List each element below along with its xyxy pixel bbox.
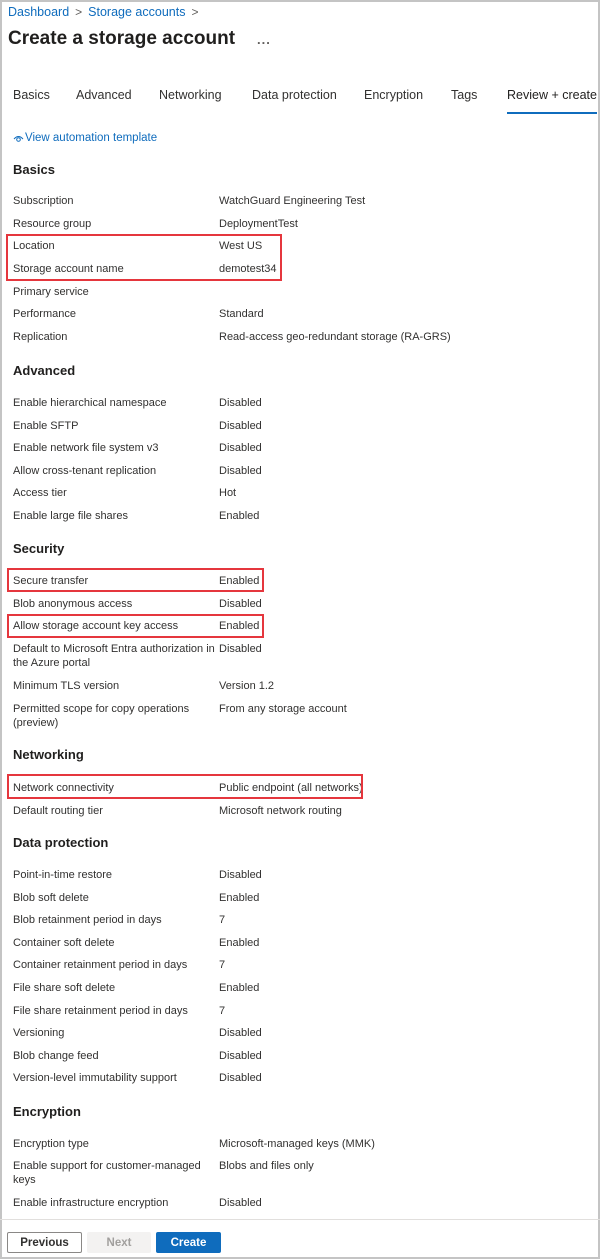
row-label: Default routing tier [13, 805, 103, 817]
row-label: Minimum TLS version [13, 680, 120, 692]
row-value: 7 [219, 914, 226, 926]
summary-row [13, 868, 583, 891]
row-value: Enabled [219, 982, 260, 994]
section-security [13, 541, 64, 563]
section-title: Encryption [13, 1104, 81, 1119]
summary-row [13, 1159, 583, 1196]
row-value: West US [219, 240, 263, 252]
page-title-row [8, 28, 271, 50]
row-label: Versioning [13, 1027, 65, 1039]
row-label: Storage account name [13, 263, 124, 275]
breadcrumb-dashboard[interactable]: Dashboard [8, 5, 70, 19]
tab-bar [0, 88, 600, 116]
next-button[interactable]: Next [87, 1232, 151, 1253]
summary-row [13, 486, 583, 509]
breadcrumb-storage-accounts[interactable]: Storage accounts [88, 5, 186, 19]
summary-row [13, 1026, 583, 1049]
row-label: Location [13, 240, 55, 252]
row-value: Read-access geo-redundant storage (RA-GRS) [219, 331, 451, 343]
section-title: Basics [13, 162, 55, 177]
chevron-right-icon: > [75, 5, 83, 19]
summary-row-resource-group [13, 217, 583, 239]
summary-row [13, 597, 583, 619]
summary-row [13, 509, 583, 531]
row-label: Enable hierarchical namespace [13, 397, 167, 409]
summary-row [13, 891, 583, 913]
row-label: Enable SFTP [13, 420, 79, 432]
row-label: Secure transfer [13, 575, 89, 587]
summary-row [13, 1049, 583, 1071]
row-value: Microsoft network routing [219, 805, 342, 817]
row-value: Disabled [219, 1197, 262, 1209]
section-encryption [13, 1104, 81, 1126]
view-automation-template-label: View automation template [25, 132, 158, 144]
summary-row [13, 1196, 583, 1218]
row-label: Encryption type [13, 1138, 89, 1150]
row-value: Enabled [219, 620, 260, 632]
row-label: Performance [13, 308, 76, 320]
tab-encryption[interactable]: Encryption [364, 88, 424, 102]
tab-advanced[interactable]: Advanced [76, 88, 132, 102]
row-label: Enable support for customer-managed keys [13, 1160, 201, 1186]
summary-row [13, 1004, 583, 1026]
page-title: Create a storage account [8, 28, 236, 49]
summary-row [13, 419, 583, 441]
summary-row [13, 913, 583, 936]
section-networking [13, 747, 84, 769]
summary-row [13, 981, 583, 1004]
tab-data-protection[interactable]: Data protection [252, 88, 337, 102]
summary-row [13, 958, 583, 981]
summary-row [13, 441, 583, 464]
row-value: Version 1.2 [219, 680, 275, 692]
summary-row-subscription [13, 194, 583, 217]
tab-networking[interactable]: Networking [159, 88, 222, 102]
summary-row [13, 642, 583, 679]
summary-row [13, 936, 583, 958]
section-title: Security [13, 541, 65, 556]
view-automation-template-link[interactable] [13, 132, 157, 144]
tab-basics[interactable]: Basics [13, 88, 50, 102]
summary-row [13, 396, 583, 419]
summary-row-secure-transfer [13, 574, 583, 597]
row-label: Blob anonymous access [13, 598, 133, 610]
summary-row [13, 1137, 583, 1159]
chevron-right-icon: > [191, 5, 199, 19]
row-label: Default to Microsoft Entra authorization in the Azure portal [13, 643, 215, 669]
row-value: Disabled [219, 442, 262, 454]
row-value: Enabled [219, 937, 260, 949]
summary-row [13, 1071, 583, 1093]
row-label: Allow cross-tenant replication [13, 465, 157, 477]
section-data-protection [13, 835, 108, 857]
row-label: Enable large file shares [13, 510, 128, 522]
row-value: Disabled [219, 1072, 262, 1084]
row-label: Blob retainment period in days [13, 914, 162, 926]
eye-icon [13, 134, 24, 143]
row-value: Standard [219, 308, 264, 320]
row-label: Replication [13, 331, 68, 343]
row-value: From any storage account [219, 703, 347, 715]
row-value: Disabled [219, 1050, 262, 1062]
row-value: demotest34 [219, 263, 277, 275]
wizard-footer [0, 1219, 600, 1259]
tab-tags[interactable]: Tags [451, 88, 478, 102]
row-value: Disabled [219, 1027, 262, 1039]
row-value: DeploymentTest [219, 218, 298, 230]
row-value: Disabled [219, 598, 262, 610]
row-label: Enable infrastructure encryption [13, 1197, 169, 1209]
row-label: Allow storage account key access [13, 620, 179, 632]
row-value: Hot [219, 487, 237, 499]
row-label: Blob soft delete [13, 892, 89, 904]
row-value: Disabled [219, 643, 262, 655]
summary-row-replication [13, 330, 583, 352]
summary-row-location [13, 239, 583, 262]
summary-row [13, 464, 583, 486]
row-label: Blob change feed [13, 1050, 99, 1062]
section-title: Advanced [13, 363, 76, 378]
summary-row [13, 804, 583, 826]
summary-row-storage-account-name [13, 262, 583, 285]
row-value: WatchGuard Engineering Test [219, 195, 366, 207]
row-value: Enabled [219, 892, 260, 904]
row-label: File share retainment period in days [13, 1005, 188, 1017]
summary-row [13, 679, 583, 702]
more-options-icon[interactable]: ... [257, 31, 271, 47]
row-value: Blobs and files only [219, 1160, 314, 1172]
section-basics [13, 162, 55, 184]
section-title: Data protection [13, 835, 109, 850]
row-label: Permitted scope for copy operations (preview) [13, 703, 190, 729]
row-label: File share soft delete [13, 982, 116, 994]
row-label: Resource group [13, 218, 92, 230]
summary-row-primary-service [13, 285, 583, 307]
row-value: Disabled [219, 465, 262, 477]
tab-review-create[interactable]: Review + create [507, 88, 597, 116]
summary-row-performance [13, 307, 583, 330]
section-title: Networking [13, 747, 84, 762]
previous-button[interactable]: Previous [7, 1232, 82, 1253]
row-label: Enable network file system v3 [13, 442, 159, 454]
row-label: Primary service [13, 286, 89, 298]
breadcrumb [8, 5, 204, 19]
row-value: Enabled [219, 575, 260, 587]
row-label: Point-in-time restore [13, 869, 113, 881]
row-value: Microsoft-managed keys (MMK) [219, 1138, 375, 1150]
row-value: Enabled [219, 510, 260, 522]
section-advanced [13, 363, 75, 385]
row-value: Disabled [219, 397, 262, 409]
row-value: 7 [219, 959, 226, 971]
row-label: Container soft delete [13, 937, 115, 949]
summary-row-network-connectivity [13, 781, 583, 804]
row-label: Container retainment period in days [13, 959, 188, 971]
row-value: Public endpoint (all networks) [219, 782, 363, 794]
summary-row-key-access [13, 619, 583, 642]
row-value: Disabled [219, 420, 262, 432]
row-label: Subscription [13, 195, 74, 207]
row-label: Access tier [13, 487, 67, 499]
row-label: Version-level immutability support [13, 1072, 177, 1084]
summary-row [13, 702, 583, 732]
row-value: 7 [219, 1005, 226, 1017]
row-value [219, 285, 583, 307]
create-button[interactable]: Create [156, 1232, 221, 1253]
row-label: Network connectivity [13, 782, 114, 794]
row-value: Disabled [219, 869, 262, 881]
